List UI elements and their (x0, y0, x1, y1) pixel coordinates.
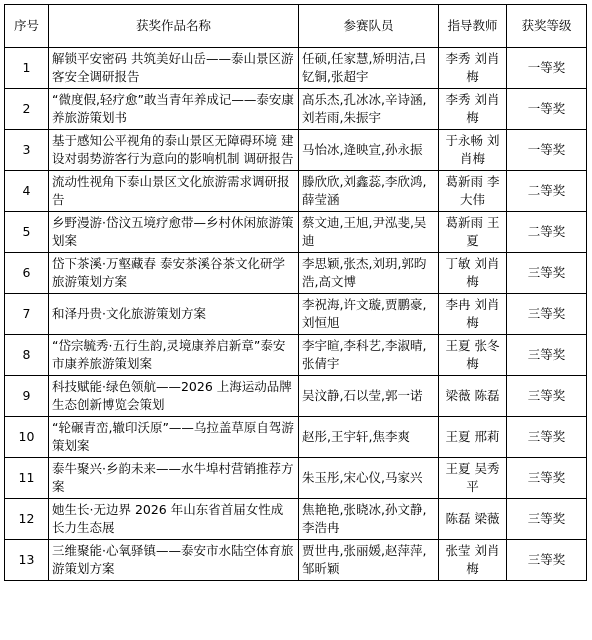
cell-seq: 1 (5, 48, 49, 89)
table-row (5, 89, 587, 130)
cell-award-level: 二等奖 (507, 171, 587, 212)
cell-team-members: 任硕,任家慧,矫明洁,吕钇铜,张超宇 (299, 48, 439, 89)
cell-award-level: 三等奖 (507, 499, 587, 540)
cell-seq: 5 (5, 212, 49, 253)
cell-advisor: 李秀 刘肖梅 (439, 48, 507, 89)
header-team: 参赛队员 (299, 5, 439, 48)
cell-award-level: 三等奖 (507, 376, 587, 417)
table-row (5, 253, 587, 294)
cell-seq: 12 (5, 499, 49, 540)
table-row (5, 499, 587, 540)
table-row (5, 417, 587, 458)
cell-award-name: 解锁平安密码 共筑美好山岳——泰山景区游客安全调研报告 (49, 48, 299, 89)
cell-advisor: 王夏 张冬梅 (439, 335, 507, 376)
header-name: 获奖作品名称 (49, 5, 299, 48)
table-row (5, 294, 587, 335)
cell-advisor: 王夏 邢莉 (439, 417, 507, 458)
cell-award-level: 三等奖 (507, 458, 587, 499)
cell-award-level: 一等奖 (507, 89, 587, 130)
cell-award-name: 基于感知公平视角的泰山景区无障碍环境 建设对弱势游客行为意向的影响机制 调研报告 (49, 130, 299, 171)
table-row (5, 130, 587, 171)
cell-award-name: 三维聚能·心氧驿镇——泰安市水陆空体育旅游策划方案 (49, 540, 299, 581)
table-row (5, 335, 587, 376)
cell-seq: 4 (5, 171, 49, 212)
cell-award-name: 她生长·无边界 2026 年山东省首届女性成长力生态展 (49, 499, 299, 540)
cell-advisor: 陈磊 梁薇 (439, 499, 507, 540)
cell-seq: 3 (5, 130, 49, 171)
cell-award-name: “微度假,轻疗愈”敢当青年养成记——泰安康养旅游策划书 (49, 89, 299, 130)
cell-team-members: 滕欣欣,刘鑫蕊,李欣鸿,薛莹涵 (299, 171, 439, 212)
cell-advisor: 丁敏 刘肖梅 (439, 253, 507, 294)
cell-team-members: 李宇暄,李科艺,李淑晴,张倩宇 (299, 335, 439, 376)
cell-seq: 9 (5, 376, 49, 417)
cell-seq: 2 (5, 89, 49, 130)
cell-seq: 7 (5, 294, 49, 335)
cell-advisor: 于永畅 刘肖梅 (439, 130, 507, 171)
cell-team-members: 朱玉彤,宋心仪,马家兴 (299, 458, 439, 499)
table-row (5, 376, 587, 417)
cell-seq: 6 (5, 253, 49, 294)
cell-team-members: 李祝海,许文璇,贾鹏豪,刘恒旭 (299, 294, 439, 335)
cell-seq: 10 (5, 417, 49, 458)
cell-advisor: 王夏 吴秀平 (439, 458, 507, 499)
cell-award-level: 一等奖 (507, 130, 587, 171)
cell-team-members: 高乐杰,孔冰冰,辛诗涵,刘若雨,朱振宇 (299, 89, 439, 130)
table-row (5, 540, 587, 581)
header-row (5, 5, 587, 48)
award-table (4, 4, 587, 581)
cell-award-name: “轮碾青峦,辙印沃原”——乌拉盖草原自驾游策划案 (49, 417, 299, 458)
cell-advisor: 葛新雨 李大伟 (439, 171, 507, 212)
table-row (5, 171, 587, 212)
cell-advisor: 李冉 刘肖梅 (439, 294, 507, 335)
cell-award-name: 岱下茶溪·万壑藏春 泰安茶溪谷茶文化研学旅游策划方案 (49, 253, 299, 294)
cell-award-level: 三等奖 (507, 417, 587, 458)
table-row (5, 48, 587, 89)
cell-award-name: 和泽丹贵·文化旅游策划方案 (49, 294, 299, 335)
cell-award-level: 二等奖 (507, 212, 587, 253)
cell-award-name: 流动性视角下泰山景区文化旅游需求调研报告 (49, 171, 299, 212)
header-seq: 序号 (5, 5, 49, 48)
cell-team-members: 赵彤,王宇轩,焦李爽 (299, 417, 439, 458)
table-row (5, 458, 587, 499)
cell-award-level: 三等奖 (507, 540, 587, 581)
header-advisor: 指导教师 (439, 5, 507, 48)
cell-team-members: 吴汶静,石以莹,郭一诺 (299, 376, 439, 417)
cell-advisor: 梁薇 陈磊 (439, 376, 507, 417)
cell-award-name: 乡野漫游·岱汶五境疗愈带—乡村休闲旅游策划案 (49, 212, 299, 253)
cell-award-name: 泰牛聚兴·乡韵未来——水牛埠村营销推荐方案 (49, 458, 299, 499)
table-row (5, 212, 587, 253)
cell-team-members: 李思颖,张杰,刘玥,郭昀浩,高文博 (299, 253, 439, 294)
cell-advisor: 李秀 刘肖梅 (439, 89, 507, 130)
cell-seq: 13 (5, 540, 49, 581)
cell-seq: 11 (5, 458, 49, 499)
cell-advisor: 葛新雨 王夏 (439, 212, 507, 253)
cell-team-members: 焦艳艳,张晓冰,孙文静,李浩冉 (299, 499, 439, 540)
cell-award-level: 三等奖 (507, 335, 587, 376)
cell-award-name: “岱宗毓秀·五行生韵,灵境康养启新章”泰安市康养旅游策划案 (49, 335, 299, 376)
cell-seq: 8 (5, 335, 49, 376)
cell-award-level: 一等奖 (507, 48, 587, 89)
cell-advisor: 张莹 刘肖梅 (439, 540, 507, 581)
cell-award-name: 科技赋能·绿色领航——2026 上海运动品牌生态创新博览会策划 (49, 376, 299, 417)
cell-award-level: 三等奖 (507, 294, 587, 335)
header-level: 获奖等级 (507, 5, 587, 48)
cell-team-members: 贾世冉,张丽媛,赵萍萍,邹昕颖 (299, 540, 439, 581)
cell-team-members: 马怡冰,逄映宣,孙永振 (299, 130, 439, 171)
cell-award-level: 三等奖 (507, 253, 587, 294)
cell-team-members: 蔡文迪,王旭,尹泓斐,吴迪 (299, 212, 439, 253)
